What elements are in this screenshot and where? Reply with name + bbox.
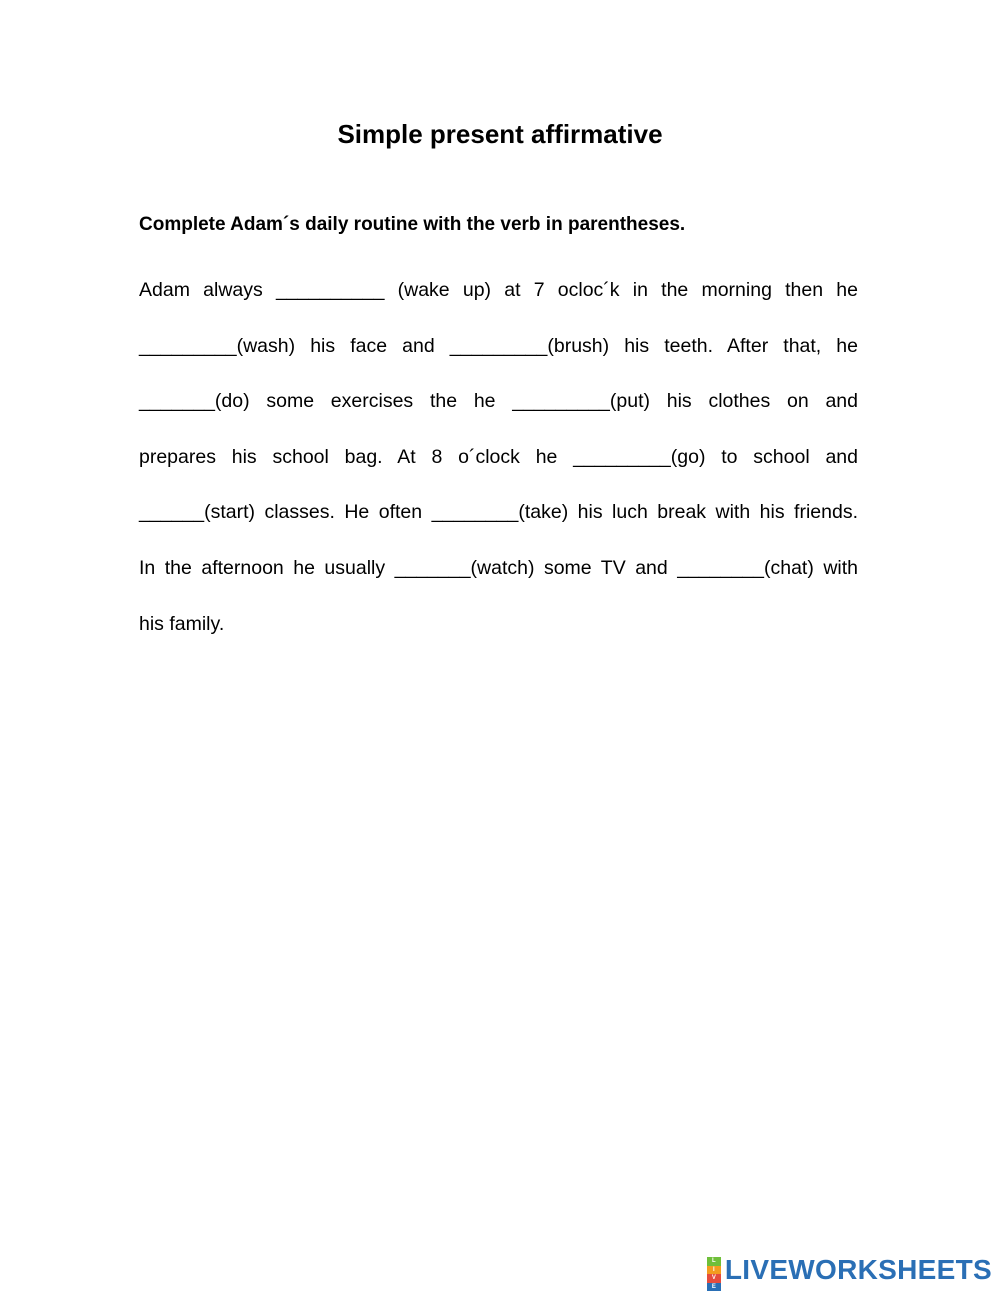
liveworksheets-logo [707, 1252, 992, 1288]
exercise-line-5: ______(start) classes. He often ________(take) his luch break with his friends. [139, 501, 858, 524]
logo-mark-v: V [707, 1274, 721, 1283]
logo-mark-l: L [707, 1257, 721, 1266]
liveworksheets-mark-icon [707, 1257, 721, 1290]
exercise-line-6: In the afternoon he usually _______(watch) some TV and ________(chat) with [139, 556, 858, 579]
exercise-line-7: his family. [139, 612, 225, 635]
exercise-paragraph [139, 272, 858, 661]
logo-mark-i: I [707, 1266, 721, 1275]
logo-text: LIVEWORKSHEETS [724, 1254, 992, 1285]
exercise-line-2: _________(wash) his face and _________(brush) his teeth. After that, he [139, 334, 858, 357]
worksheet-title: Simple present affirmative [337, 119, 663, 149]
exercise-line-4: prepares his school bag. At 8 o´clock he _________(go) to school and [139, 445, 858, 468]
logo-mark-e: E [707, 1283, 721, 1291]
exercise-line-3: _______(do) some exercises the he _________(put) his clothes on and [139, 390, 858, 413]
worksheet-instruction: Complete Adam´s daily routine with the verb in parentheses. [139, 214, 686, 235]
exercise-line-1: Adam always __________ (wake up) at 7 ocloc´k in the morning then he [139, 279, 858, 301]
